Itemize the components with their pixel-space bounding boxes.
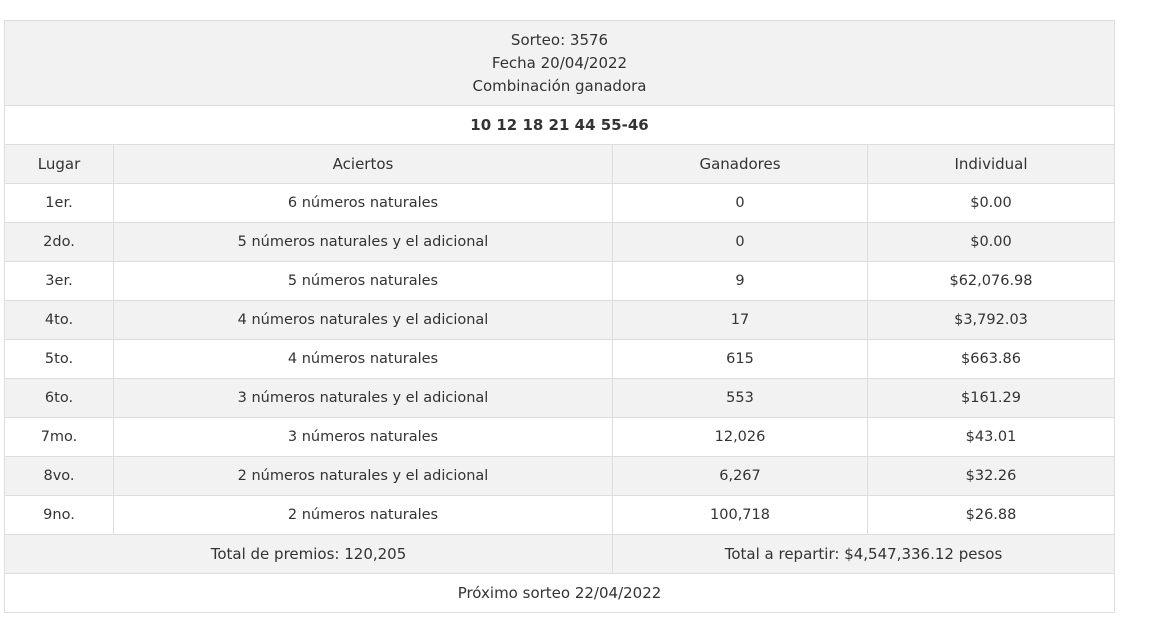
table-row	[5, 184, 1115, 223]
cell-ganadores: 17	[613, 301, 868, 340]
cell-lugar: 3er.	[5, 262, 114, 301]
next-draw-row	[5, 574, 1115, 613]
table-row	[5, 262, 1115, 301]
cell-individual: $43.01	[868, 418, 1115, 457]
draw-header-row	[5, 21, 1115, 106]
winning-combination: 10 12 18 21 44 55-46	[5, 106, 1115, 145]
total-distribution: Total a repartir: $4,547,336.12 pesos	[613, 535, 1115, 574]
cell-lugar: 6to.	[5, 379, 114, 418]
cell-ganadores: 0	[613, 223, 868, 262]
draw-header	[5, 21, 1115, 106]
cell-aciertos: 3 números naturales	[114, 418, 613, 457]
column-header-aciertos: Aciertos	[114, 145, 613, 184]
winning-combination-label: Combinación ganadora	[472, 76, 647, 95]
cell-individual: $26.88	[868, 496, 1115, 535]
results-table	[4, 20, 1115, 613]
cell-lugar: 5to.	[5, 340, 114, 379]
totals-row	[5, 535, 1115, 574]
cell-lugar: 1er.	[5, 184, 114, 223]
column-header-lugar: Lugar	[5, 145, 114, 184]
cell-aciertos: 2 números naturales	[114, 496, 613, 535]
draw-date: Fecha 20/04/2022	[491, 53, 628, 72]
cell-aciertos: 4 números naturales	[114, 340, 613, 379]
cell-lugar: 4to.	[5, 301, 114, 340]
table-row	[5, 496, 1115, 535]
combination-row	[5, 106, 1115, 145]
table-row	[5, 379, 1115, 418]
total-prizes: Total de premios: 120,205	[5, 535, 613, 574]
cell-individual: $161.29	[868, 379, 1115, 418]
cell-individual: $0.00	[868, 223, 1115, 262]
cell-aciertos: 4 números naturales y el adicional	[114, 301, 613, 340]
cell-ganadores: 100,718	[613, 496, 868, 535]
cell-individual: $3,792.03	[868, 301, 1115, 340]
draw-number: Sorteo: 3576	[510, 30, 609, 49]
table-row	[5, 418, 1115, 457]
next-draw: Próximo sorteo 22/04/2022	[5, 574, 1115, 613]
cell-aciertos: 5 números naturales	[114, 262, 613, 301]
cell-aciertos: 2 números naturales y el adicional	[114, 457, 613, 496]
column-header-row	[5, 145, 1115, 184]
cell-individual: $663.86	[868, 340, 1115, 379]
cell-individual: $0.00	[868, 184, 1115, 223]
cell-lugar: 7mo.	[5, 418, 114, 457]
table-row	[5, 340, 1115, 379]
cell-ganadores: 9	[613, 262, 868, 301]
table-row	[5, 223, 1115, 262]
cell-ganadores: 12,026	[613, 418, 868, 457]
column-header-ganadores: Ganadores	[613, 145, 868, 184]
cell-individual: $62,076.98	[868, 262, 1115, 301]
cell-lugar: 9no.	[5, 496, 114, 535]
cell-ganadores: 553	[613, 379, 868, 418]
cell-ganadores: 0	[613, 184, 868, 223]
cell-lugar: 8vo.	[5, 457, 114, 496]
cell-aciertos: 6 números naturales	[114, 184, 613, 223]
cell-aciertos: 5 números naturales y el adicional	[114, 223, 613, 262]
table-row	[5, 301, 1115, 340]
cell-ganadores: 615	[613, 340, 868, 379]
cell-individual: $32.26	[868, 457, 1115, 496]
cell-lugar: 2do.	[5, 223, 114, 262]
cell-aciertos: 3 números naturales y el adicional	[114, 379, 613, 418]
cell-ganadores: 6,267	[613, 457, 868, 496]
table-row	[5, 457, 1115, 496]
column-header-individual: Individual	[868, 145, 1115, 184]
